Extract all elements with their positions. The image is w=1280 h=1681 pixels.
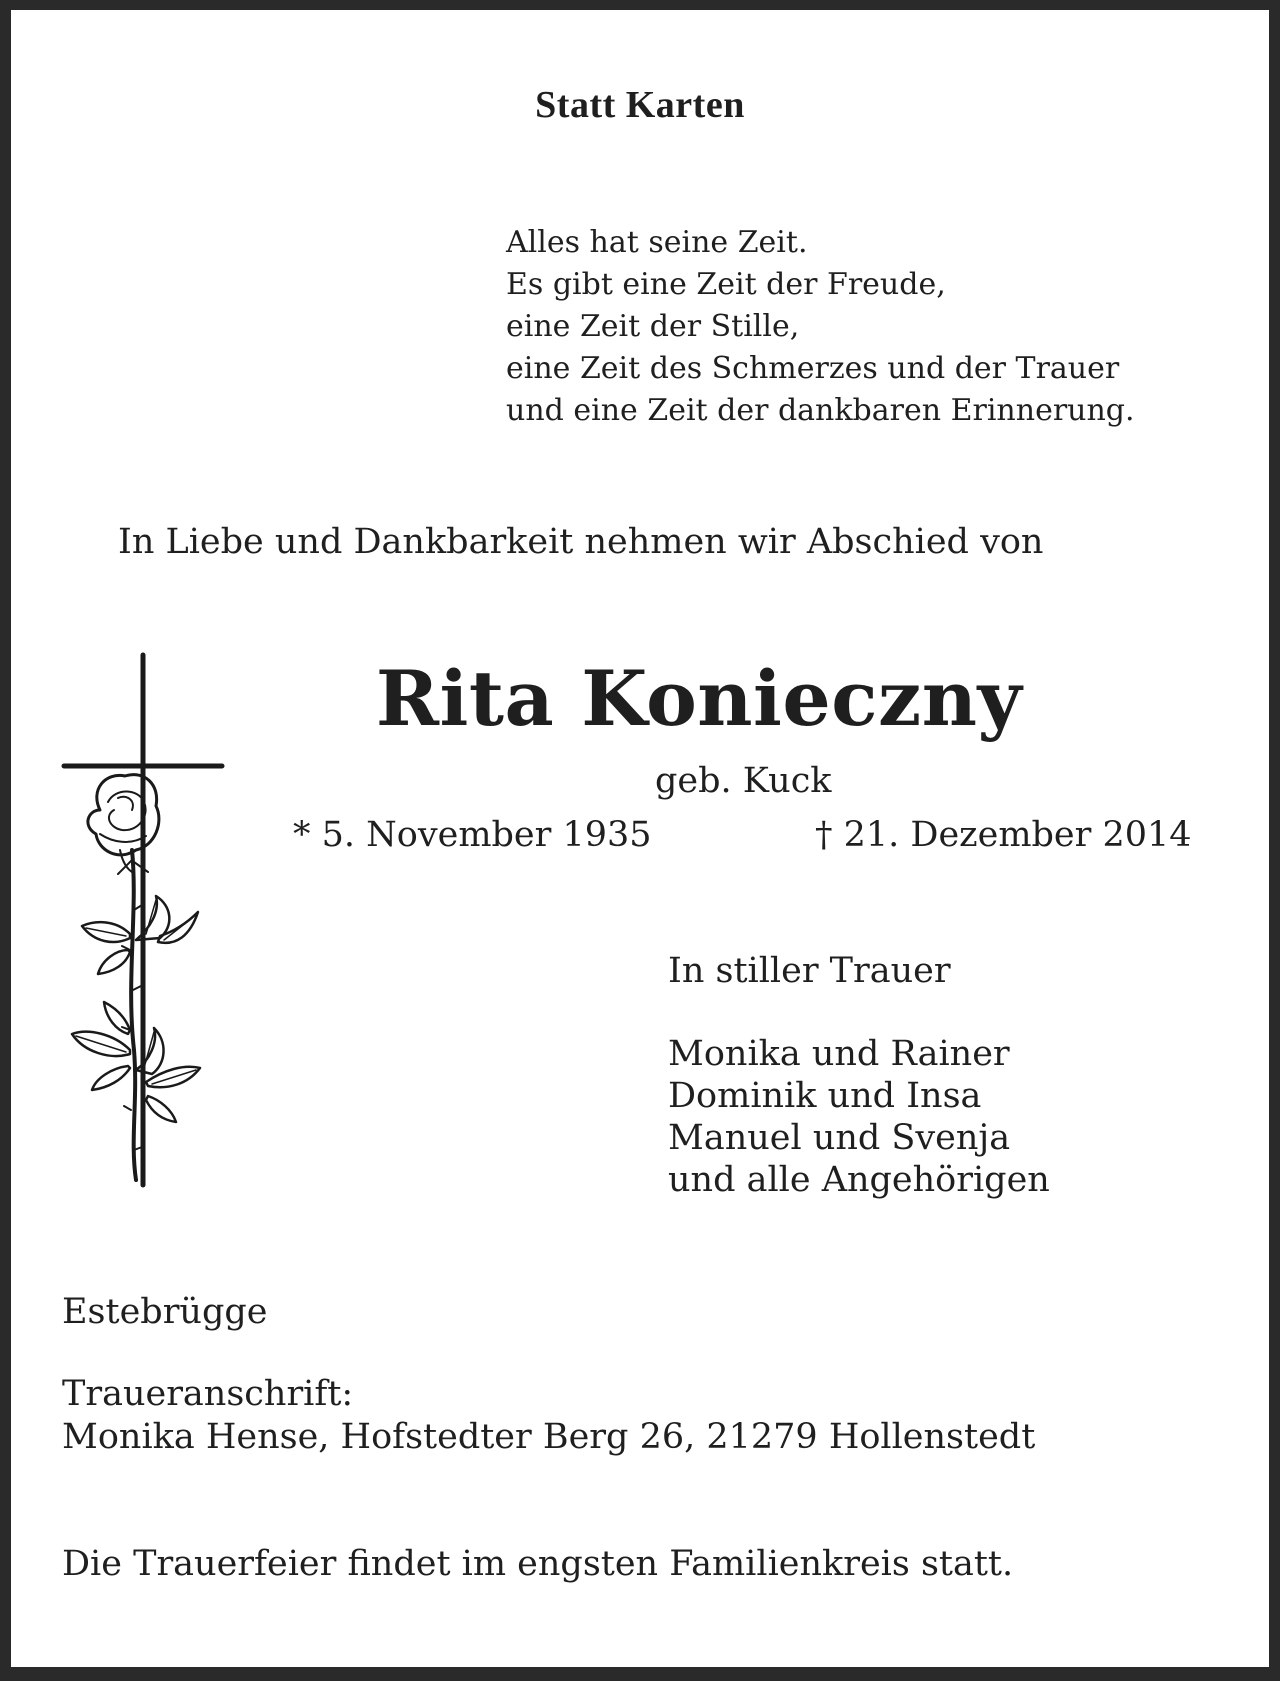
address-label: Traueranschrift: xyxy=(62,1374,354,1414)
notice-heading: Statt Karten xyxy=(535,84,745,126)
poem xyxy=(506,222,1135,432)
mourners-list xyxy=(668,1033,1050,1201)
mourners-heading xyxy=(668,950,951,992)
mourner-entry: Manuel und Svenja xyxy=(668,1118,1011,1158)
poem-line: und eine Zeit der dankbaren Erinnerung. xyxy=(506,393,1135,428)
maiden-name: geb. Kuck xyxy=(655,761,832,801)
farewell-intro: In Liebe und Dankbarkeit nehmen wir Abschied von xyxy=(118,522,1044,562)
mourners-title: In stiller Trauer xyxy=(668,951,951,991)
mourning-address: Monika Hense, Hofstedter Berg 26, 21279 Hollenstedt xyxy=(62,1417,1036,1457)
poem-line: Alles hat seine Zeit. xyxy=(506,225,808,260)
birth-date: * 5. November 1935 xyxy=(293,815,652,855)
death-date: † 21. Dezember 2014 xyxy=(815,815,1192,855)
ceremony-note: Die Trauerfeier findet im engsten Familienkreis statt. xyxy=(62,1544,1014,1584)
mourner-entry: Monika und Rainer xyxy=(668,1034,1010,1074)
mourner-entry: Dominik und Insa xyxy=(668,1076,982,1116)
poem-line: Es gibt eine Zeit der Freude, xyxy=(506,267,946,302)
poem-line: eine Zeit des Schmerzes und der Trauer xyxy=(506,351,1120,386)
place-name: Estebrügge xyxy=(62,1292,268,1332)
poem-line: eine Zeit der Stille, xyxy=(506,309,800,344)
mourner-entry: und alle Angehörigen xyxy=(668,1160,1050,1200)
deceased-name: Rita Konieczny xyxy=(375,654,1023,743)
